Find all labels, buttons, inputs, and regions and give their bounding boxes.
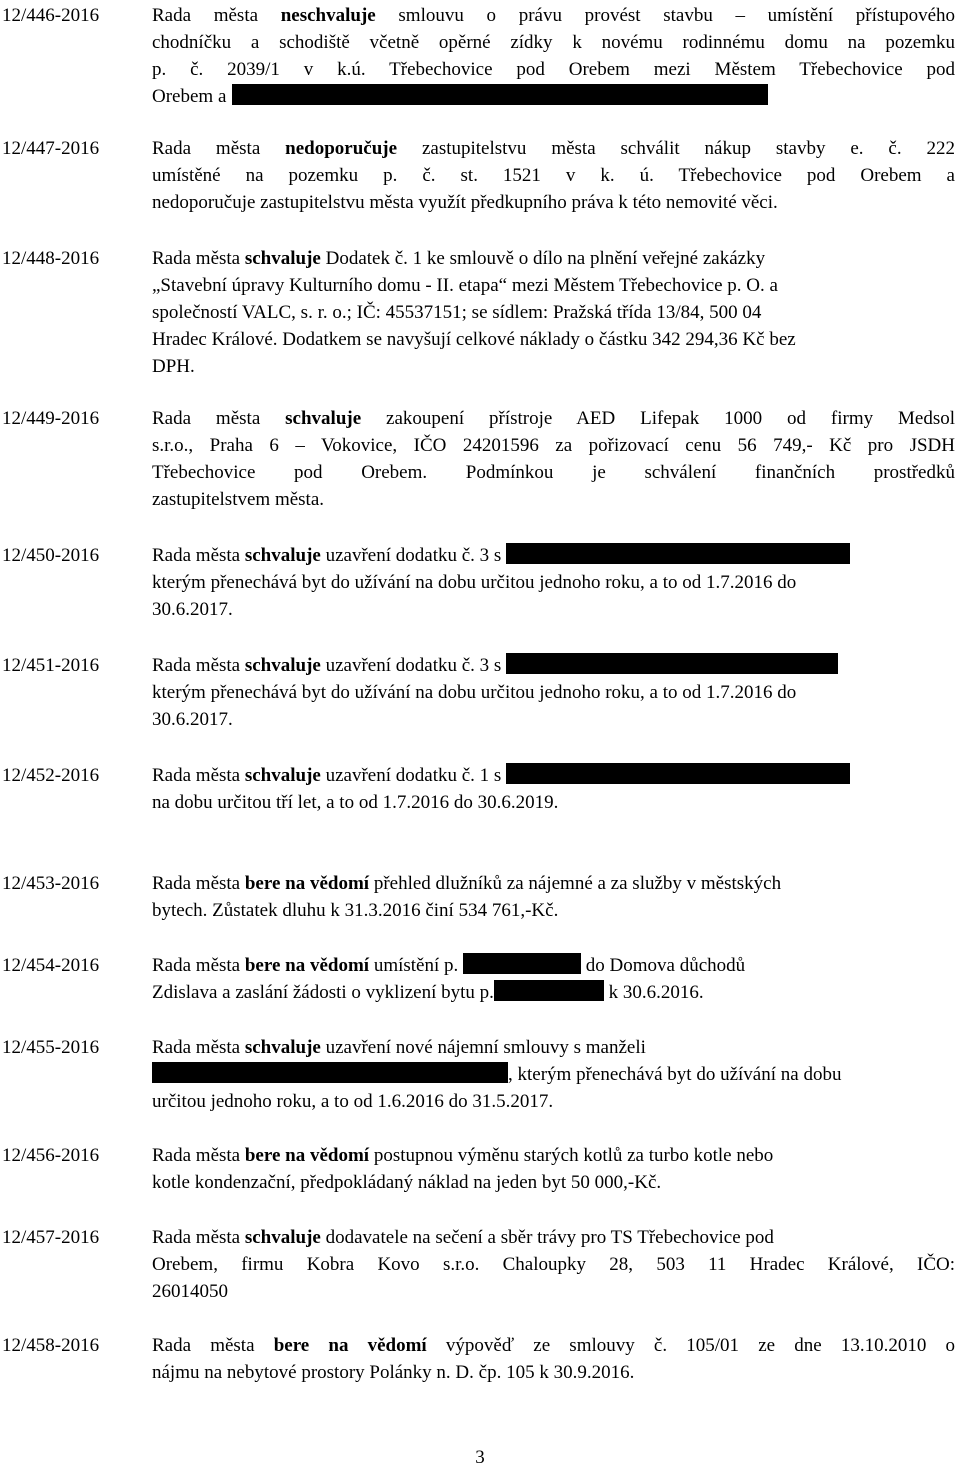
resolution-text (152, 652, 955, 733)
resolution-text (152, 1332, 955, 1386)
resolution-text (152, 1034, 955, 1115)
redaction-block (506, 763, 850, 784)
text-line: Rada města schvaluje uzavření dodatku č. 1 s (152, 762, 955, 789)
text-line: „Stavební úpravy Kulturního domu - II. etapa“ mezi Městem Třebechovice p. O. a (152, 275, 778, 296)
resolution-text (152, 2, 955, 110)
resolution-text (152, 870, 955, 924)
text-line: Zdislava a zaslání žádosti o vyklizení bytu p. k 30.6.2016. (152, 982, 704, 1003)
resolution-text (152, 762, 955, 816)
resolution-number: 12/452-2016 (2, 765, 100, 786)
text-line: DPH. (152, 356, 195, 377)
text-line: s.r.o., Praha 6 – Vokovice, IČO 24201596 za pořizovací cenu 56 749,- Kč pro JSDH (152, 435, 955, 456)
redaction-block (232, 84, 768, 105)
text-line: na dobu určitou tří let, a to od 1.7.2016 do 30.6.2019. (152, 792, 559, 813)
resolution-number: 12/446-2016 (2, 5, 100, 26)
text-line: chodníčku a schodiště včetně opěrné zídky k novému rodinnému domu na pozemku (152, 32, 955, 53)
resolution-number: 12/450-2016 (2, 545, 100, 566)
resolution-text (152, 405, 955, 513)
text-line: Rada města bere na vědomí výpověď ze smlouvy č. 105/01 ze dne 13.10.2010 o (152, 1335, 955, 1356)
resolution-text (152, 245, 955, 380)
text-line: kotle kondenzační, předpokládaný náklad na jeden byt 50 000,-Kč. (152, 1172, 662, 1193)
text-line: 30.6.2017. (152, 599, 233, 620)
text-line: Rada města schvaluje zakoupení přístroje AED Lifepak 1000 od firmy Medsol (152, 408, 955, 429)
resolution-number: 12/448-2016 (2, 248, 100, 269)
text-line: Rada města schvaluje Dodatek č. 1 ke smlouvě o dílo na plnění veřejné zakázky (152, 248, 766, 269)
text-line: Hradec Králové. Dodatkem se navyšují celkové náklady o částku 342 294,36 Kč bez (152, 329, 796, 350)
redaction-block (506, 653, 838, 674)
text-line: Rada města bere na vědomí umístění p. do Domova důchodů (152, 955, 746, 976)
text-line: Orebem, firmu Kobra Kovo s.r.o. Chaloupky 28, 503 11 Hradec Králové, IČO: (152, 1254, 955, 1275)
resolution-text (152, 1142, 955, 1196)
resolution-number: 12/449-2016 (2, 408, 100, 429)
text-line: 30.6.2017. (152, 709, 233, 730)
text-line: kterým přenechává byt do užívání na dobu určitou jednoho roku, a to od 1.7.2016 do (152, 682, 797, 703)
text-line: nájmu na nebytové prostory Polánky n. D. čp. 105 k 30.9.2016. (152, 1362, 635, 1383)
resolution-text (152, 1224, 955, 1305)
redaction-block (463, 953, 581, 974)
resolution-text (152, 135, 955, 216)
resolution-number: 12/451-2016 (2, 655, 100, 676)
text-line: Rada města schvaluje uzavření nové nájemní smlouvy s manželi (152, 1037, 646, 1058)
text-line: Orebem a (152, 83, 955, 110)
resolution-number: 12/457-2016 (2, 1227, 100, 1248)
text-line: Rada města bere na vědomí postupnou výměnu starých kotlů za turbo kotle nebo (152, 1145, 774, 1166)
text-line: Rada města schvaluje uzavření dodatku č. 3 s (152, 652, 955, 679)
redaction-block (494, 980, 604, 1001)
resolution-number: 12/447-2016 (2, 138, 100, 159)
text-line: , kterým přenechává byt do užívání na dobu (152, 1061, 955, 1088)
text-line: 26014050 (152, 1281, 228, 1302)
resolution-text (152, 542, 955, 623)
text-line: společností VALC, s. r. o.; IČ: 45537151; se sídlem: Pražská třída 13/84, 500 04 (152, 302, 762, 323)
resolution-number: 12/453-2016 (2, 873, 100, 894)
text-line: určitou jednoho roku, a to od 1.6.2016 do 31.5.2017. (152, 1091, 554, 1112)
resolution-number: 12/454-2016 (2, 955, 100, 976)
text-line: Třebechovice pod Orebem. Podmínkou je schválení finančních prostředků (152, 462, 955, 483)
text-line: kterým přenechává byt do užívání na dobu určitou jednoho roku, a to od 1.7.2016 do (152, 572, 797, 593)
redaction-block (506, 543, 850, 564)
resolution-text (152, 952, 955, 1006)
text-line: umístěné na pozemku p. č. st. 1521 v k. ú. Třebechovice pod Orebem a (152, 165, 955, 186)
text-line: bytech. Zůstatek dluhu k 31.3.2016 činí 534 761,-Kč. (152, 900, 559, 921)
page-number: 3 (475, 1447, 485, 1468)
text-line: p. č. 2039/1 v k.ú. Třebechovice pod Orebem mezi Městem Třebechovice pod (152, 59, 955, 80)
resolution-number: 12/455-2016 (2, 1037, 100, 1058)
text-line: Rada města schvaluje uzavření dodatku č. 3 s (152, 542, 955, 569)
text-line: Rada města bere na vědomí přehled dlužníků za nájemné a za služby v městských (152, 873, 782, 894)
text-line: Rada města schvaluje dodavatele na sečení a sběr trávy pro TS Třebechovice pod (152, 1227, 774, 1248)
resolution-number: 12/458-2016 (2, 1335, 100, 1356)
resolution-number: 12/456-2016 (2, 1145, 100, 1166)
text-line: Rada města neschvaluje smlouvu o právu provést stavbu – umístění přístupového (152, 5, 955, 26)
text-line: Rada města nedoporučuje zastupitelstvu města schválit nákup stavby e. č. 222 (152, 138, 955, 159)
redaction-block (152, 1062, 508, 1083)
text-line: nedoporučuje zastupitelstvu města využít předkupního práva k této nemovité věci. (152, 192, 778, 213)
text-line: zastupitelstvem města. (152, 489, 325, 510)
